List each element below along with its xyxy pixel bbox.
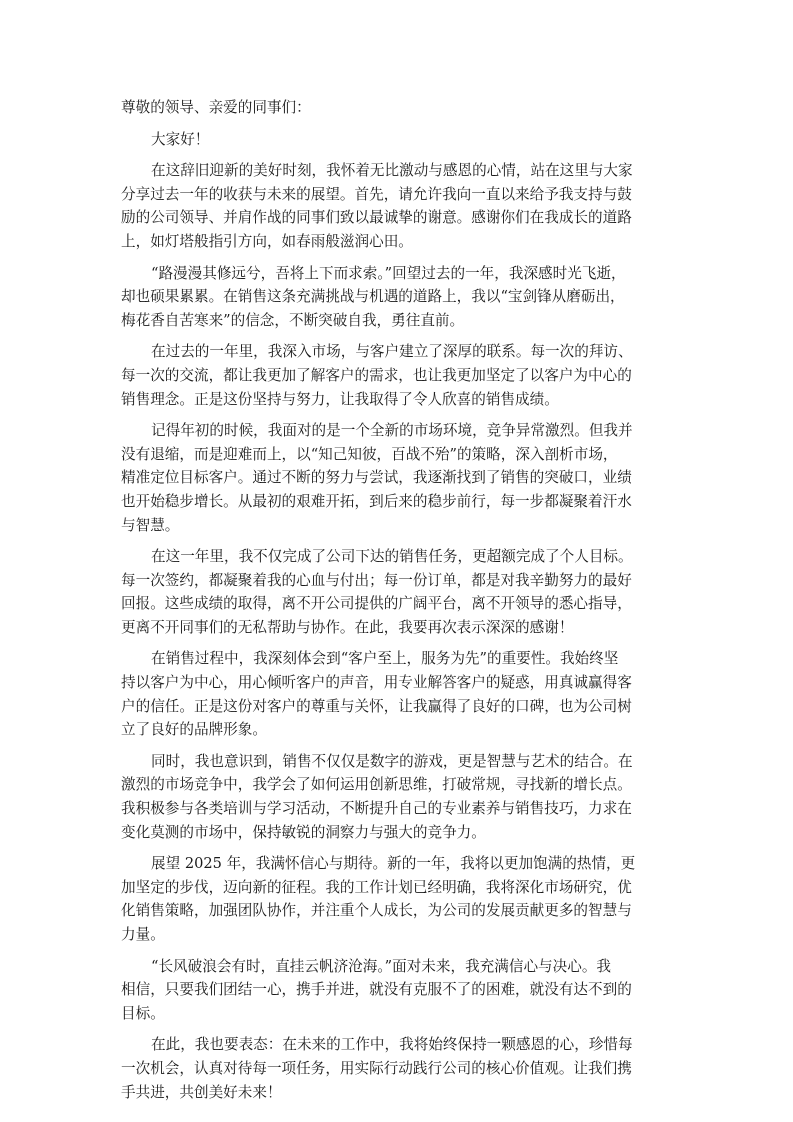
paragraph-line: 每一次签约，都凝聚着我的心血与付出；每一份订单，都是对我辛勤努力的最好 [121, 571, 632, 589]
paragraph-line: 在此，我也要表态：在未来的工作中，我将始终保持一颗感恩的心，珍惜每 [151, 1036, 633, 1054]
paragraph-line: 我积极参与各类培训与学习活动，不断提升自己的专业素养与销售技巧，力求在 [121, 800, 632, 818]
paragraph-line: 回报。这些成绩的取得，离不开公司提供的广阔平台，离不开领导的悉心指导， [121, 595, 632, 613]
paragraph-line: 却也硕果累累。在销售这条充满挑战与机遇的道路上，我以“宝剑锋从磨砺出， [121, 288, 625, 306]
paragraph-line: 大家好！ [151, 130, 210, 148]
paragraph-line: 加坚定的步伐，迈向新的征程。我的工作计划已经明确，我将深化市场研究，优 [121, 878, 632, 896]
paragraph-line: 一次机会，认真对待每一项任务，用实际行动践行公司的核心价值观。让我们携 [121, 1059, 632, 1077]
paragraph-line: 精准定位目标客户。通过不断的努力与尝试，我逐渐找到了销售的突破口，业绩 [121, 469, 632, 487]
paragraph-line: 励的公司领导、并肩作战的同事们致以最诚挚的谢意。感谢你们在我成长的道路 [121, 209, 632, 227]
salutation: 尊敬的领导、亲爱的同事们： [121, 99, 311, 116]
paragraph-line: 变化莫测的市场中，保持敏锐的洞察力与强大的竞争力。 [121, 823, 486, 841]
paragraph-growth [121, 750, 681, 844]
paragraph-line: “路漫漫其修远兮，吾将上下而求索。”回望过去的一年，我深感时光飞逝， [151, 264, 626, 282]
paragraph-closing [121, 1033, 681, 1104]
document-page [121, 96, 681, 1112]
paragraph-line: 在销售过程中，我深刻体会到“客户至上，服务为先”的重要性。我始终坚 [151, 650, 619, 668]
paragraph-line: 没有退缩，而是迎难而上，以“知己知彼，百战不殆”的策略，深入剖析市场， [121, 445, 618, 463]
paragraph-customer-first [121, 647, 681, 741]
paragraph-line: 在过去的一年里，我深入市场，与客户建立了深厚的联系。每一次的拜访、 [151, 343, 633, 361]
paragraph-early-year [121, 419, 681, 537]
paragraph-line: 记得年初的时候，我面对的是一个全新的市场环境，竞争异常激烈。但我并 [151, 422, 633, 440]
paragraph-line: 分享过去一年的收获与未来的展望。首先，请允许我向一直以来给予我支持与鼓 [121, 185, 632, 203]
paragraph-line: 立了良好的品牌形象。 [121, 721, 267, 739]
paragraph-outlook [121, 852, 681, 946]
paragraph-line: 同时，我也意识到，销售不仅仅是数字的游戏，更是智慧与艺术的结合。在 [151, 752, 633, 770]
paragraph-greeting [121, 128, 681, 152]
paragraph-line: 激烈的市场竞争中，我学会了如何运用创新思维，打破常规，寻找新的增长点。 [121, 776, 632, 794]
paragraph-line: 化销售策略，加强团队协作，并注重个人成长，为公司的发展贡献更多的智慧与 [121, 902, 632, 920]
paragraph-line: 梅花香自苦寒来”的信念，不断突破自我，勇往直前。 [121, 311, 465, 329]
paragraph-review [121, 262, 681, 333]
paragraph-line: 持以客户为中心，用心倾听客户的声音，用专业解答客户的疑惑，用真诚赢得客 [121, 674, 632, 692]
paragraph-market [121, 340, 681, 411]
paragraph-line: 销售理念。正是这份坚持与努力，让我取得了令人欣喜的销售成绩。 [121, 390, 559, 408]
paragraph-line: 展望 2025 年，我满怀信心与期待。新的一年，我将以更加饱满的热情，更 [151, 855, 636, 873]
paragraph-line: 相信，只要我们团结一心，携手并进，就没有克服不了的困难，就没有达不到的 [121, 981, 632, 999]
paragraph-line: 目标。 [121, 1004, 165, 1022]
paragraph-line: “长风破浪会有时，直挂云帆济沧海。”面对未来，我充满信心与决心。我 [151, 957, 612, 975]
paragraph-achievements [121, 545, 681, 639]
paragraph-intro [121, 159, 681, 253]
paragraph-line: 上，如灯塔般指引方向，如春雨般滋润心田。 [121, 232, 413, 250]
paragraph-confidence [121, 955, 681, 1026]
paragraph-line: 在这一年里，我不仅完成了公司下达的销售任务，更超额完成了个人目标。 [151, 548, 633, 566]
paragraph-line: 手共进，共创美好未来！ [121, 1083, 282, 1101]
paragraph-line: 每一次的交流，都让我更加了解客户的需求，也让我更加坚定了以客户为中心的 [121, 366, 632, 384]
paragraph-line: 更离不开同事们的无私帮助与协作。在此，我要再次表示深深的感谢！ [121, 618, 574, 636]
paragraph-line: 在这辞旧迎新的美好时刻，我怀着无比激动与感恩的心情，站在这里与大家 [151, 162, 633, 180]
paragraph-line: 户的信任。正是这份对客户的尊重与关怀，让我赢得了良好的口碑，也为公司树 [121, 697, 632, 715]
paragraph-line: 力量。 [121, 926, 165, 943]
paragraph-line: 也开始稳步增长。从最初的艰难开拓，到后来的稳步前行，每一步都凝聚着汗水 [121, 492, 632, 510]
paragraph-line: 与智慧。 [121, 516, 180, 534]
